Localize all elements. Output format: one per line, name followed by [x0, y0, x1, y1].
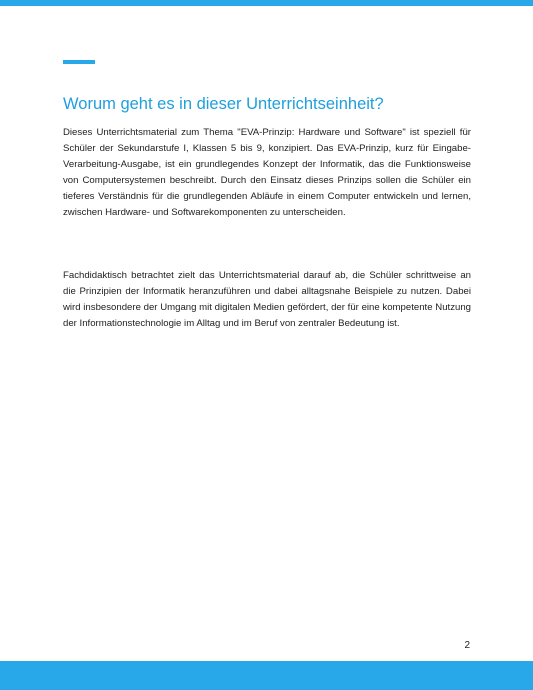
header-bar	[0, 0, 533, 6]
section-heading: Worum geht es in dieser Unterrichtseinheit?	[63, 95, 384, 113]
paragraph-didactics: Fachdidaktisch betrachtet zielt das Unterrichtsmaterial darauf ab, die Schüler schrittweise an die Prinzipien der Informatik heranzuführen und dabei alltagsnahe Beispiele zu nutzen. Dabei wird insbesondere der Umgang mit digitalen Medien gefördert, der für eine kompetente Nutzung der Informationstechnologie im Alltag und im Beruf von zentraler Bedeutung ist.	[63, 270, 471, 329]
page-number: 2	[464, 640, 470, 651]
footer-bar	[0, 661, 533, 690]
accent-dash	[63, 60, 95, 64]
paragraph-intro: Dieses Unterrichtsmaterial zum Thema "EVA-Prinzip: Hardware und Software" ist speziell für Schüler der Sekundarstufe I, Klassen 5 bis 9, konzipiert. Das EVA-Prinzip, kurz für Eingabe-Verarbeitung-Ausgabe, ist ein grundlegendes Konzept der Informatik, das die Funktionsweise von Computersystemen beschreibt. Durch den Einsatz dieses Prinzips sollen die Schüler ein tieferes Verständnis für die grundlegenden Abläufe in einem Computer entwickeln und lernen, zwischen Hardware- und Softwarekomponenten zu unterscheiden.	[63, 127, 471, 218]
